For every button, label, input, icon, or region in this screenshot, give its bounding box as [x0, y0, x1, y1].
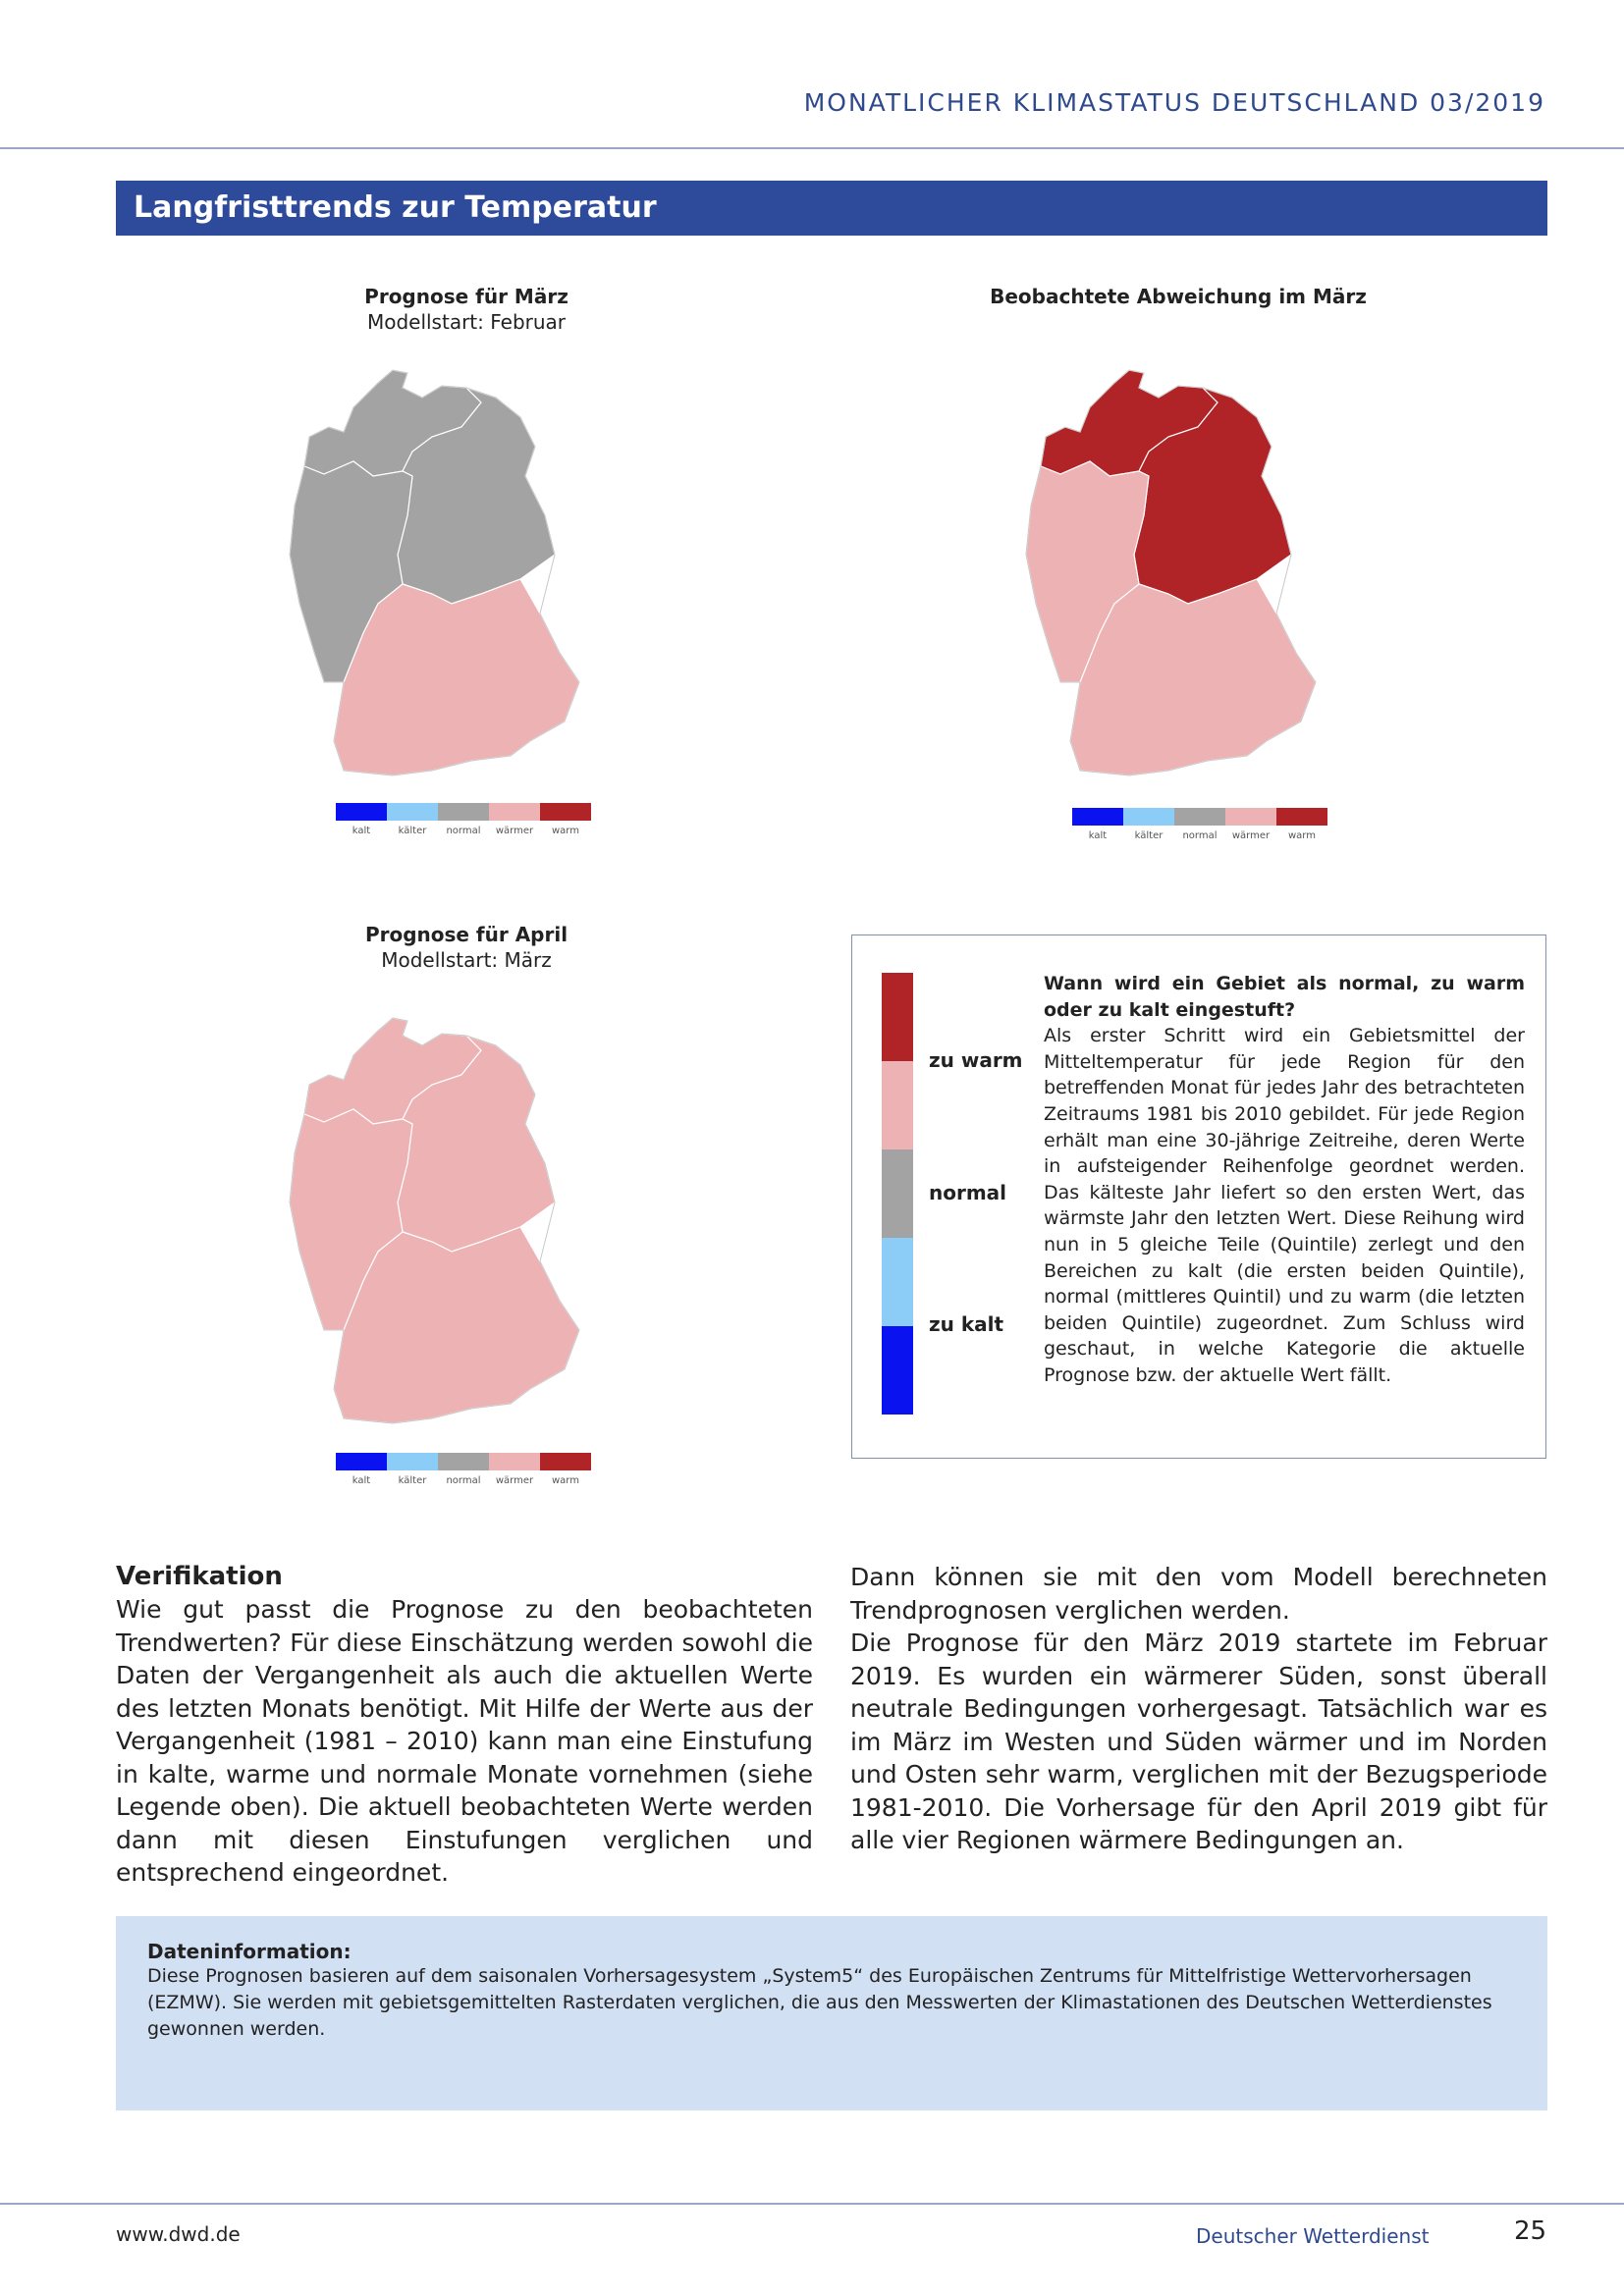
category-scale [882, 973, 913, 1415]
legend-swatch-normal [438, 1453, 489, 1470]
section-title: Langfristtrends zur Temperatur [116, 181, 1547, 236]
legend-swatch-kaelter [387, 803, 438, 821]
legend-label: wärmer [495, 1475, 534, 1486]
data-info-text: Diese Prognosen basieren auf dem saisonalen Vorhersagesystem „System5“ des Europäischen Zentrums für Mittelfristige Wettervorhersagen (EZMW). Sie werden mit gebietsgemittelten Rasterdaten verglichen, die aus den Messwerten der Klimastationen des Deutschen Wetterdienstes gewonnen werden. [147, 1965, 1492, 2040]
scale-colder [882, 1238, 913, 1326]
scale-normal [882, 1149, 913, 1238]
map-observed-march [1021, 358, 1345, 800]
scale-label-normal: normal [929, 1181, 1007, 1204]
legend-label: warm [552, 1475, 579, 1486]
footer-divider [0, 2203, 1624, 2205]
legend-swatch-kaelter [1123, 808, 1174, 826]
verification-paragraph: Wie gut passt die Prognose zu den beobachteten Trendwerten? Für diese Einschätzung werden sowohl die Daten der Vergangenheit als auch die aktuellen Werte des letzten Monats benötigt. Mit Hilfe der Werte aus der Vergangenheit (1981 – 2010) kann man eine Einstufung in kalte, warme und normale Monate vornehmen (siehe Legende oben). Die aktuell beobachteten Werte werden dann mit diesen Einstufungen verglichen und entsprechend eingeordnet. [116, 1595, 813, 1887]
legend-label: normal [446, 826, 481, 836]
verification-paragraph: Die Prognose für den März 2019 startete im Februar 2019. Es wurden ein wärmerer Süden, sonst überall neutrale Bedingungen vorhergesagt. Tatsächlich war es im März im Westen und Süden wärmer und im Norden und Osten sehr warm, verglichen mit der Bezugsperiode 1981-2010. Die Vorhersage für den April 2019 gibt für alle vier Regionen wärmere Bedingungen an. [850, 1629, 1547, 1854]
color-legend [336, 1453, 591, 1470]
verification-heading: Verifikation [116, 1562, 283, 1591]
legend-swatch-waermer [489, 803, 540, 821]
map-forecast-april [285, 1006, 609, 1448]
scale-cold [882, 1326, 913, 1415]
scale-warmer [882, 1061, 913, 1149]
legend-label: normal [446, 1475, 481, 1486]
legend-swatch-warm [1276, 808, 1327, 826]
legend-label: kalt [352, 826, 371, 836]
legend-swatch-kaelter [387, 1453, 438, 1470]
scale-warm [882, 973, 913, 1061]
map-forecast-march [285, 358, 609, 800]
header-divider [0, 147, 1624, 149]
legend-swatch-warm [540, 803, 591, 821]
map-title: Beobachtete Abweichung im März [990, 285, 1367, 308]
legend-label: warm [1288, 830, 1316, 841]
map-subtitle: Modellstart: März [381, 948, 552, 972]
verification-column-right [850, 1561, 1547, 1857]
legend-swatch-normal [438, 803, 489, 821]
legend-label: wärmer [1231, 830, 1271, 841]
map-observed-march-title [962, 285, 1394, 308]
legend-label: kalt [1088, 830, 1108, 841]
footer-url[interactable]: www.dwd.de [116, 2222, 241, 2246]
data-information-box [116, 1916, 1547, 2110]
classification-info-box [851, 934, 1546, 1459]
legend-swatch-waermer [489, 1453, 540, 1470]
map-subtitle: Modellstart: Februar [366, 310, 567, 334]
legend-swatch-kalt [336, 803, 387, 821]
map-title: Prognose für April [364, 923, 568, 946]
footer-organization: Deutscher Wetterdienst [1196, 2224, 1430, 2248]
verification-paragraph: Dann können sie mit den vom Modell berechneten Trendprognosen verglichen werden. [850, 1563, 1547, 1625]
info-question: Wann wird ein Gebiet als normal, zu warm oder zu kalt eingestuft? [1044, 973, 1525, 1021]
legend-label: wärmer [495, 826, 534, 836]
info-text [1044, 971, 1525, 1389]
legend-label: kalt [352, 1475, 371, 1486]
map-forecast-april-title [324, 923, 609, 972]
legend-swatch-kalt [1072, 808, 1123, 826]
map-forecast-march-title [324, 285, 609, 334]
legend-swatch-warm [540, 1453, 591, 1470]
color-legend [1072, 808, 1327, 826]
legend-label: warm [552, 826, 579, 836]
legend-label: kälter [398, 1475, 427, 1486]
legend-labels [336, 1475, 591, 1486]
legend-label: kälter [1134, 830, 1164, 841]
running-header: MONATLICHER KLIMASTATUS DEUTSCHLAND 03/2019 [803, 88, 1545, 117]
legend-label: normal [1182, 830, 1218, 841]
scale-label-cold: zu kalt [929, 1312, 1004, 1336]
legend-labels [1072, 830, 1327, 841]
verification-column-left [116, 1561, 813, 1890]
legend-label: kälter [398, 826, 427, 836]
map-title: Prognose für März [364, 285, 568, 308]
page-number: 25 [1514, 2216, 1547, 2246]
data-info-heading: Dateninformation: [147, 1940, 352, 1963]
color-legend [336, 803, 591, 821]
legend-labels [336, 826, 591, 836]
legend-swatch-kalt [336, 1453, 387, 1470]
scale-label-warm: zu warm [929, 1048, 1023, 1072]
legend-swatch-normal [1174, 808, 1225, 826]
legend-swatch-waermer [1225, 808, 1276, 826]
info-explanation: Als erster Schritt wird ein Gebietsmittel der Mitteltemperatur für jede Region für den betreffenden Monat für jedes Jahr des betrachteten Zeitraums 1981 bis 2010 gebildet. Für jede Region erhält man eine 30-jährige Zeitreihe, deren Werte in aufsteigender Reihenfolge geordnet werden. Das kälteste Jahr liefert so den ersten Wert, das wärmste Jahr den letzten Wert. Diese Reihung wird nun in 5 gleiche Teile (Quintile) zerlegt und den Bereichen zu kalt (die ersten beiden Quintile), normal (mittleres Quintil) und zu warm (die letzten beiden Quintile) zugeordnet. Zum Schluss wird geschaut, in welche Kategorie die aktuelle Prognose bzw. der aktuelle Wert fällt. [1044, 1025, 1525, 1386]
